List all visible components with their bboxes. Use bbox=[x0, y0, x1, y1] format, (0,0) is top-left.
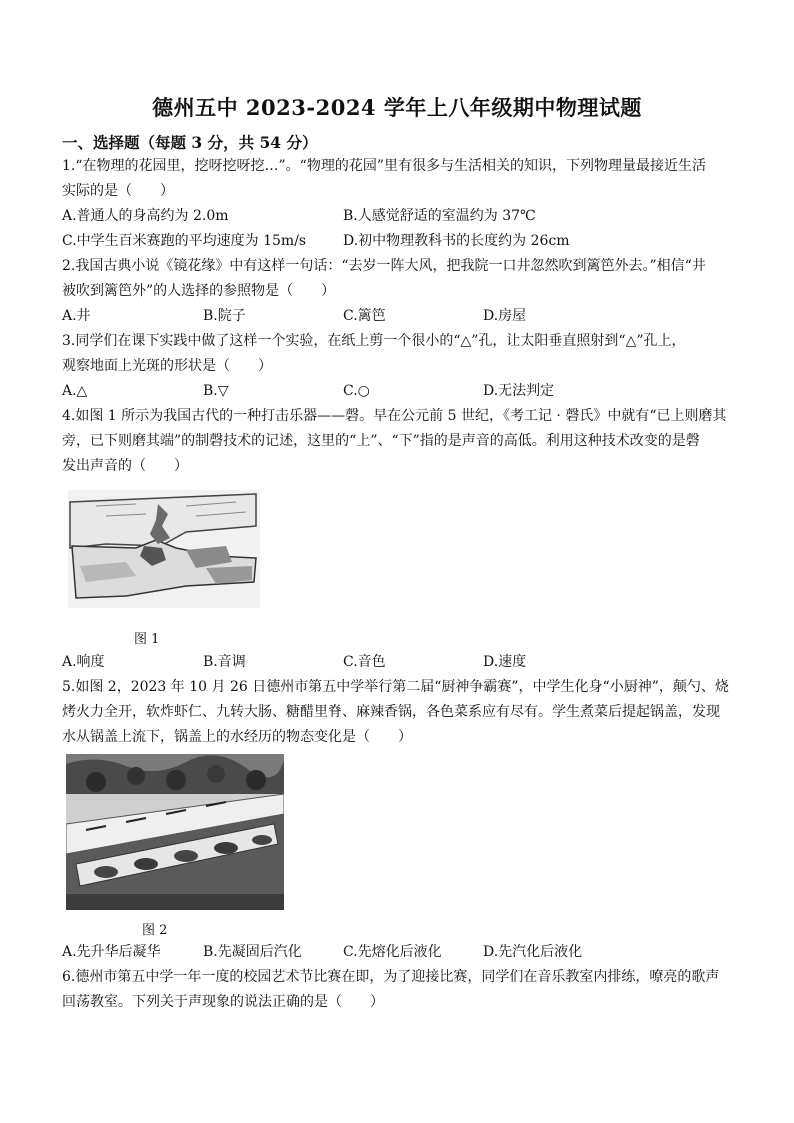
q6-stem-line-1: 6.德州市第五中学一年一度的校园艺术节比赛在即，为了迎接比赛，同学们在音乐教室内排练，嘹亮的歌声 bbox=[62, 969, 720, 985]
q2-option-d: D.房屋 bbox=[483, 308, 527, 324]
q4-option-c: C.音色 bbox=[343, 654, 386, 670]
q3-option-a: A.△ bbox=[62, 383, 88, 399]
q4-option-d: D.速度 bbox=[483, 654, 527, 670]
q2-option-c: C.篱笆 bbox=[343, 308, 386, 324]
exam-title: 德州五中 2023-2024 学年上八年级期中物理试题 bbox=[152, 95, 642, 120]
q5-option-b: B.先凝固后汽化 bbox=[203, 944, 302, 960]
figure-1-caption: 图 1 bbox=[134, 632, 160, 647]
q1-stem-line-2: 实际的是（ ） bbox=[62, 183, 174, 199]
q3-option-c: C.○ bbox=[343, 383, 370, 399]
section-heading: 一、选择题（每题 3 分，共 54 分） bbox=[62, 133, 318, 152]
q1-option-c: C.中学生百米赛跑的平均速度为 15m/s bbox=[62, 233, 307, 249]
q5-stem-line-1: 5.如图 2，2023 年 10 月 26 日德州市第五中学举行第二届“厨神争霸赛”，中学生化身“小厨神”，颠勺、烧 bbox=[62, 679, 729, 695]
q3-stem-line-2: 观察地面上光斑的形状是（ ） bbox=[62, 358, 272, 374]
q2-option-a: A.井 bbox=[62, 308, 91, 324]
q4-stem-line-2: 旁，已下则磨其端”的制磬技术的记述，这里的“上”、“下”指的是声音的高低。利用这种技术改变的是磬 bbox=[62, 433, 700, 449]
q3-option-d: D.无法判定 bbox=[483, 383, 555, 399]
q4-option-a: A.响度 bbox=[62, 654, 105, 670]
q3-stem-line-1: 3.同学们在课下实践中做了这样一个实验，在纸上剪一个很小的“△”孔，让太阳垂直照射到“△”孔上， bbox=[62, 333, 686, 349]
q2-option-b: B.院子 bbox=[203, 308, 246, 324]
figure-2-cooking-contest-photo bbox=[66, 754, 284, 910]
q4-stem-line-3: 发出声音的（ ） bbox=[62, 458, 188, 474]
q4-option-b: B.音调 bbox=[203, 654, 246, 670]
q1-option-d: D.初中物理教科书的长度约为 26cm bbox=[343, 233, 570, 249]
q5-option-d: D.先汽化后液化 bbox=[483, 944, 583, 960]
q5-option-a: A.先升华后凝华 bbox=[62, 944, 161, 960]
q3-option-b: B.▽ bbox=[203, 383, 229, 399]
q5-stem-line-2: 烤火力全开，软炸虾仁、九转大肠、糖醋里脊、麻辣香锅，各色菜系应有尽有。学生煮菜后提起锅盖，发现 bbox=[62, 704, 720, 720]
q5-option-c: C.先熔化后液化 bbox=[343, 944, 442, 960]
q2-stem-line-1: 2.我国古典小说《镜花缘》中有这样一句话：“去岁一阵大风，把我院一口井忽然吹到篱笆外去。”相信“井 bbox=[62, 258, 706, 274]
q1-option-b: B.人感觉舒适的室温约为 37℃ bbox=[343, 208, 536, 224]
q1-stem-line-1: 1.“在物理的花园里，挖呀挖呀挖…”。“物理的花园”里有很多与生活相关的知识，下列物理量最接近生活 bbox=[62, 158, 706, 174]
q1-option-a: A.普通人的身高约为 2.0m bbox=[62, 208, 229, 224]
figure-1-stone-chime-image bbox=[66, 486, 262, 612]
q2-stem-line-2: 被吹到篱笆外”的人选择的参照物是（ ） bbox=[62, 283, 336, 299]
q5-stem-line-3: 水从锅盖上流下，锅盖上的水经历的物态变化是（ ） bbox=[62, 729, 412, 745]
q4-stem-line-1: 4.如图 1 所示为我国古代的一种打击乐器——磬。早在公元前 5 世纪，《考工记 · 磬氏》中就有“已上则磨其 bbox=[62, 408, 727, 424]
q6-stem-line-2: 回荡教室。下列关于声现象的说法正确的是（ ） bbox=[62, 994, 384, 1010]
figure-2-caption: 图 2 bbox=[142, 923, 168, 938]
